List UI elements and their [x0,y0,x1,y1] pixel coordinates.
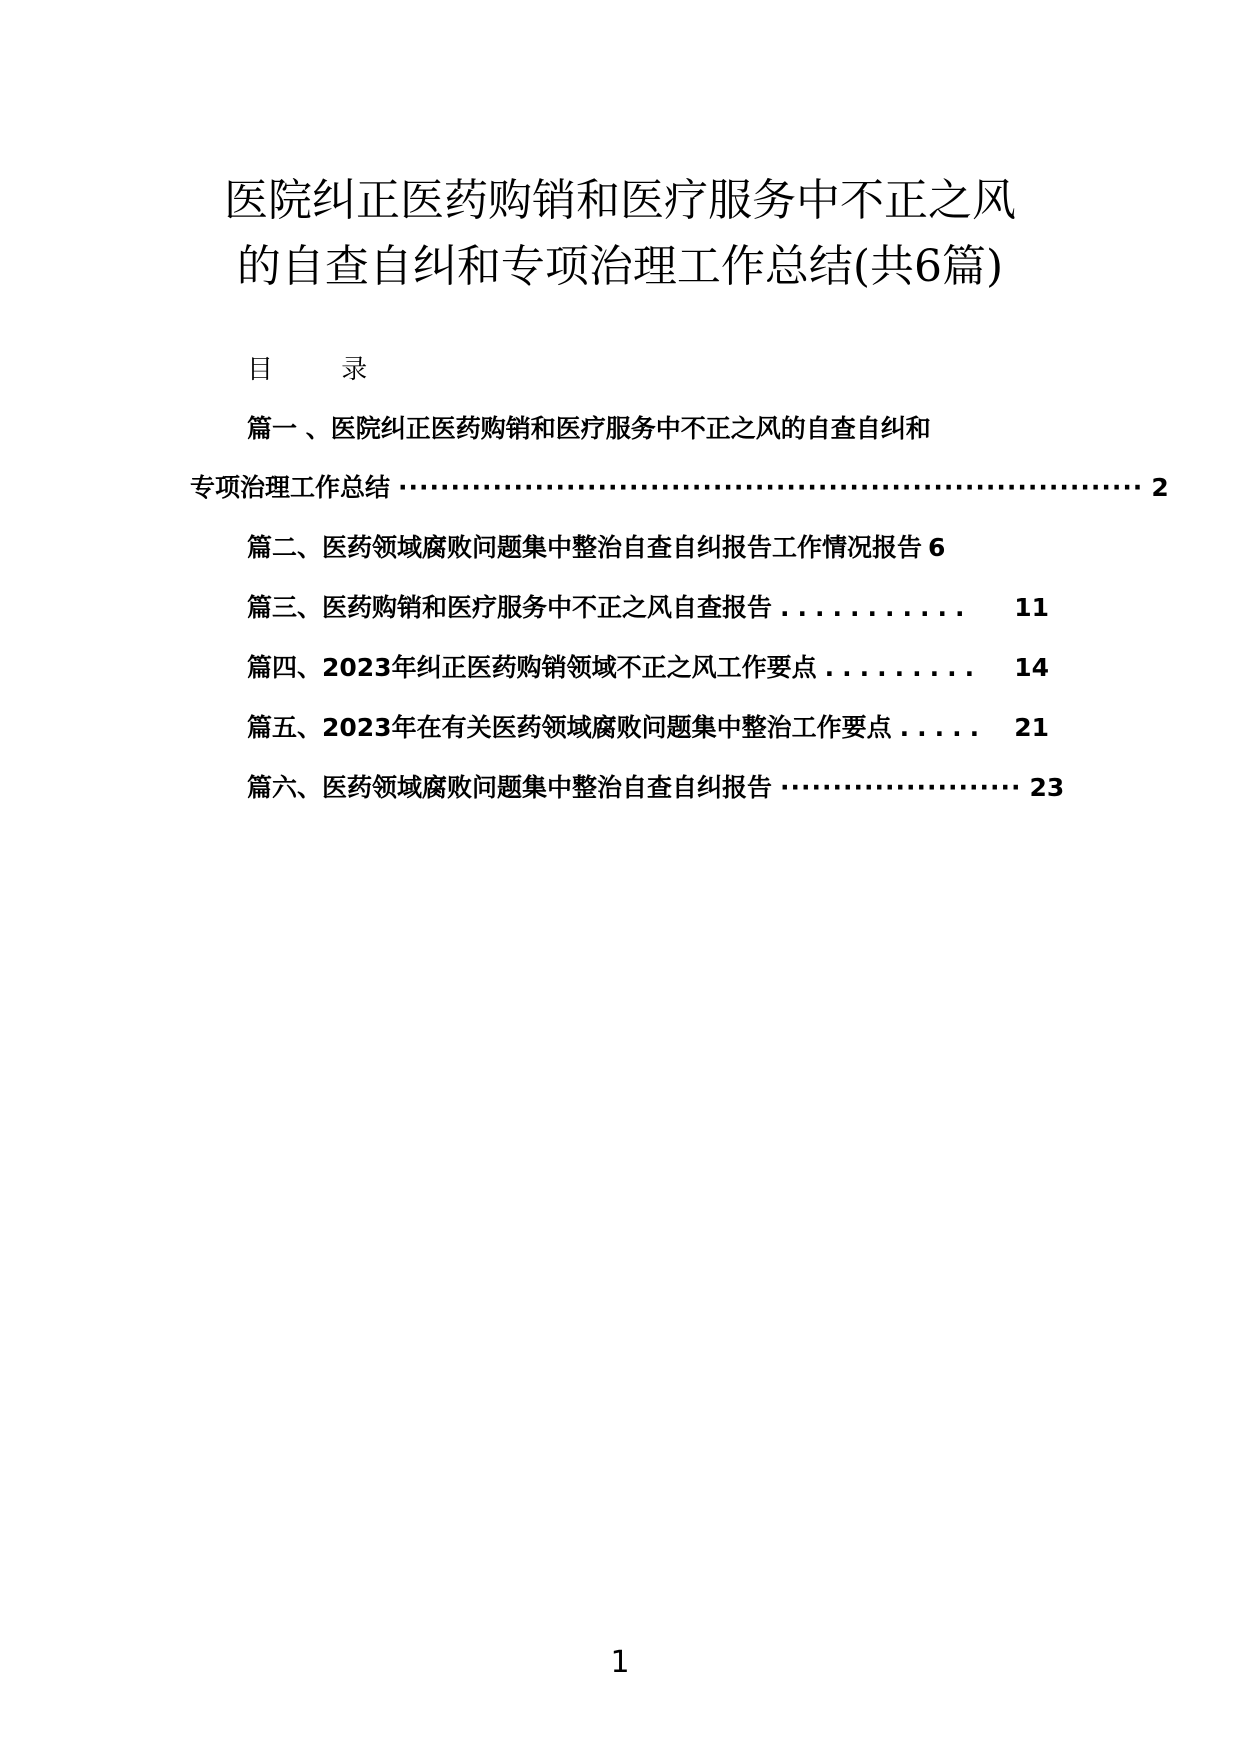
toc-entry-2-text: 篇二、医药领域腐败问题集中整治自查自纠报告工作情况报告 [247,533,923,562]
toc-entry-3-page: 11 [1014,593,1049,622]
toc-entry-1-text-line-2: 专项治理工作总结 [190,473,391,502]
toc-entry-6[interactable] [247,771,1065,805]
toc-entry-3[interactable] [247,591,1049,625]
document-title [150,168,1090,300]
toc-heading: 目 录 [247,355,398,385]
toc-entry-5[interactable] [247,711,1049,745]
toc-entry-5-text: 篇五、2023年在有关医药领域腐败问题集中整治工作要点 [247,713,892,742]
toc-entry-3-leader: ........... [780,593,973,622]
toc-entry-2[interactable] [247,531,1057,565]
toc-entry-5-leader: ..... [899,713,988,742]
toc-entry-1[interactable] [247,412,931,446]
page-number: 1 [610,1645,630,1680]
toc-entry-6-leader: ······················· [780,773,1022,802]
toc-entry-4[interactable] [247,651,1049,685]
toc-entry-2-page: 6 [928,533,946,562]
toc-entry-4-page: 14 [1014,653,1049,682]
document-title-line-1: 医院纠正医药购销和医疗服务中不正之风 [224,175,1016,226]
toc-entry-5-page: 21 [1014,713,1049,742]
toc-entry-6-page: 23 [1029,773,1065,802]
document-title-line-2: 的自查自纠和专项治理工作总结(共6篇) [236,241,1004,292]
toc-entry-6-text: 篇六、医药领域腐败问题集中整治自查自纠报告 [247,773,773,802]
toc-entry-4-leader: ......... [824,653,983,682]
toc-entry-1-page: 2 [1151,473,1169,502]
toc-entry-1-text-line-1: 篇一 、医院纠正医药购销和医疗服务中不正之风的自查自纠和 [247,414,931,443]
toc-entry-3-text: 篇三、医药购销和医疗服务中不正之风自查报告 [247,593,773,622]
toc-entry-4-text: 篇四、2023年纠正医药购销领域不正之风工作要点 [247,653,817,682]
toc-entry-1-leader: ······································································· [398,473,1144,502]
toc-entry-1-continuation[interactable] [190,471,1169,505]
